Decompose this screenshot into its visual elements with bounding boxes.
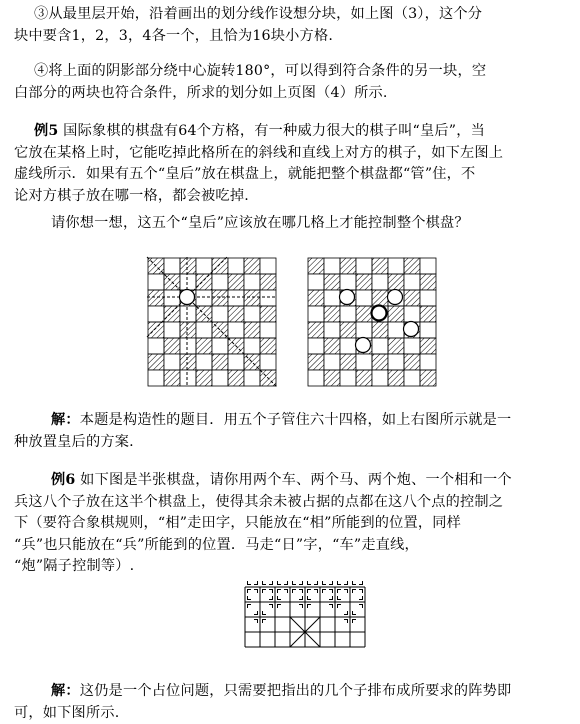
board-square — [372, 354, 388, 370]
board-square — [164, 354, 180, 370]
board-square — [260, 306, 276, 322]
board-square — [372, 290, 388, 306]
text-line: 国际象棋的棋盘有64个方格，有一种威力很大的棋子叫“皇后”，当 — [58, 123, 486, 139]
board-square — [420, 306, 436, 322]
position-marker — [278, 605, 282, 609]
board-square — [148, 322, 164, 338]
position-marker — [254, 620, 258, 624]
position-marker — [278, 581, 282, 585]
board-square — [388, 274, 404, 290]
board-square — [228, 370, 244, 386]
board-square — [196, 370, 212, 386]
board-square — [372, 338, 388, 354]
board-square — [180, 370, 196, 386]
board-square — [404, 370, 420, 386]
board-square — [148, 306, 164, 322]
board-square — [388, 322, 404, 338]
paragraph-step4 — [14, 61, 568, 104]
board-square — [196, 338, 212, 354]
board-square — [164, 322, 180, 338]
position-marker — [284, 581, 288, 585]
paragraph-example6 — [14, 470, 568, 578]
position-marker — [359, 590, 363, 594]
board-square — [244, 322, 260, 338]
board-square — [308, 322, 324, 338]
position-marker — [308, 590, 312, 594]
solution-label: 解： — [51, 412, 80, 428]
board-square — [404, 338, 420, 354]
board-square — [164, 290, 180, 306]
board-square — [228, 306, 244, 322]
position-marker — [299, 596, 303, 600]
queen-piece — [356, 338, 371, 353]
board-square — [308, 306, 324, 322]
position-marker — [359, 581, 363, 585]
position-marker — [263, 590, 267, 594]
board-square — [228, 354, 244, 370]
board-square — [196, 354, 212, 370]
board-square — [308, 370, 324, 386]
board-square — [308, 274, 324, 290]
board-square — [260, 354, 276, 370]
position-marker — [299, 581, 303, 585]
board-square — [388, 370, 404, 386]
position-marker — [314, 590, 318, 594]
board-square — [308, 258, 324, 274]
board-square — [388, 306, 404, 322]
position-marker — [344, 611, 348, 615]
text-line: 下（要符合象棋规则，“相”走田字，只能放在“相”所能到的位置，同样 — [14, 515, 462, 531]
board-square — [324, 354, 340, 370]
board-square — [404, 306, 420, 322]
text-line: “炮”隔子控制等）. — [14, 558, 135, 574]
text-line: 种放置皇后的方案. — [14, 433, 134, 450]
board-square — [340, 338, 356, 354]
board-square — [340, 274, 356, 290]
position-marker — [308, 605, 312, 609]
board-square — [228, 274, 244, 290]
board-square — [324, 274, 340, 290]
board-square — [180, 258, 196, 274]
board-square — [324, 322, 340, 338]
text-line: 块中要含1，2，3，4各一个，且恰为16块小方格. — [14, 27, 334, 44]
question-example5 — [14, 213, 568, 235]
board-square — [148, 338, 164, 354]
board-square — [420, 258, 436, 274]
position-marker — [308, 596, 312, 600]
position-marker — [344, 620, 348, 624]
board-square — [340, 354, 356, 370]
board-square — [308, 338, 324, 354]
board-square — [212, 258, 228, 274]
board-square — [212, 370, 228, 386]
position-marker — [269, 590, 273, 594]
board-square — [388, 354, 404, 370]
board-square — [404, 258, 420, 274]
chessboard-left — [147, 257, 277, 387]
position-marker — [254, 611, 258, 615]
board-square — [260, 338, 276, 354]
position-marker — [353, 581, 357, 585]
position-marker — [293, 590, 297, 594]
position-marker — [344, 590, 348, 594]
board-square — [420, 354, 436, 370]
position-marker — [338, 605, 342, 609]
position-marker — [323, 590, 327, 594]
position-marker — [278, 596, 282, 600]
board-square — [356, 290, 372, 306]
queen-piece — [404, 322, 419, 337]
board-square — [244, 258, 260, 274]
board-square — [164, 370, 180, 386]
text-line: 兵这八个子放在这半个棋盘上，使得其余未被占据的点都在这八个点的控制之 — [14, 493, 504, 510]
text-line: 本题是构造性的题目．用五个子管住六十四格，如上右图所示就是一 — [79, 412, 512, 428]
board-square — [372, 322, 388, 338]
text-line: ③从最里层开始，沿着画出的划分线作设想分块，如上图（3），这个分 — [34, 6, 483, 22]
queen-piece — [340, 290, 355, 305]
position-marker — [338, 596, 342, 600]
board-square — [196, 322, 212, 338]
board-square — [244, 338, 260, 354]
text-line: 它放在某格上时，它能吃掉此格所在的斜线和直线上对方的棋子，如下左图上 — [14, 144, 504, 161]
board-square — [260, 258, 276, 274]
board-square — [196, 274, 212, 290]
text-line: 如下图是半张棋盘，请你用两个车、两个马、两个炮、一个相和一个 — [75, 472, 512, 488]
board-square — [164, 306, 180, 322]
text-line: 可，如下图所示. — [14, 704, 120, 721]
position-marker — [269, 605, 273, 609]
board-square — [420, 290, 436, 306]
position-marker — [359, 605, 363, 609]
example-label: 例5 — [34, 123, 59, 139]
queen-piece — [372, 306, 387, 321]
half-xiangqi-board — [242, 585, 368, 648]
text-line: 请你想一想，这五个“皇后”应该放在哪几格上才能控制整个棋盘？ — [51, 215, 469, 231]
position-marker — [269, 581, 273, 585]
position-marker — [269, 596, 273, 600]
text-line: 论对方棋子放在哪一格，都会被吃掉. — [14, 187, 249, 204]
board-square — [180, 354, 196, 370]
board-square — [164, 338, 180, 354]
board-square — [148, 370, 164, 386]
position-marker — [353, 590, 357, 594]
position-marker — [263, 620, 267, 624]
board-square — [228, 322, 244, 338]
position-marker — [254, 590, 258, 594]
board-square — [196, 258, 212, 274]
board-square — [180, 274, 196, 290]
position-marker — [263, 611, 267, 615]
board-square — [340, 258, 356, 274]
board-square — [212, 338, 228, 354]
position-marker — [263, 581, 267, 585]
board-square — [388, 338, 404, 354]
board-square — [164, 258, 180, 274]
position-marker — [338, 590, 342, 594]
queen-piece — [388, 290, 403, 305]
board-square — [420, 274, 436, 290]
board-square — [260, 322, 276, 338]
position-marker — [299, 590, 303, 594]
board-square — [356, 370, 372, 386]
position-marker — [278, 590, 282, 594]
paragraph-step3 — [14, 4, 568, 47]
board-square — [228, 290, 244, 306]
board-square — [324, 306, 340, 322]
board-square — [340, 322, 356, 338]
position-marker — [284, 590, 288, 594]
board-square — [324, 258, 340, 274]
position-marker — [323, 581, 327, 585]
board-square — [148, 290, 164, 306]
board-square — [420, 322, 436, 338]
board-square — [356, 322, 372, 338]
board-square — [228, 258, 244, 274]
board-square — [324, 370, 340, 386]
board-square — [244, 370, 260, 386]
position-marker — [308, 581, 312, 585]
board-square — [148, 354, 164, 370]
board-square — [372, 274, 388, 290]
position-marker — [344, 581, 348, 585]
board-square — [212, 354, 228, 370]
board-square — [180, 306, 196, 322]
position-marker — [248, 605, 252, 609]
position-marker — [329, 581, 333, 585]
text-line: ④将上面的阴影部分绕中心旋转180°，可以得到符合条件的另一块，空 — [34, 63, 487, 79]
position-marker — [329, 590, 333, 594]
board-square — [372, 370, 388, 386]
board-square — [180, 338, 196, 354]
board-square — [356, 258, 372, 274]
position-marker — [314, 581, 318, 585]
board-square — [308, 354, 324, 370]
board-square — [356, 354, 372, 370]
position-marker — [254, 581, 258, 585]
board-square — [404, 274, 420, 290]
paragraph-example5 — [14, 121, 568, 207]
board-square — [404, 354, 420, 370]
solution-example5 — [14, 410, 568, 453]
text-line: “兵”也只能放在“兵”所能到的位置．马走“日”字，“车”走直线， — [14, 536, 419, 553]
queen-piece — [180, 290, 195, 305]
position-marker — [359, 596, 363, 600]
example-label: 例6 — [51, 472, 76, 488]
board-square — [244, 274, 260, 290]
board-square — [212, 274, 228, 290]
board-square — [244, 290, 260, 306]
position-marker — [353, 611, 357, 615]
board-square — [260, 274, 276, 290]
board-square — [356, 274, 372, 290]
board-square — [420, 338, 436, 354]
board-square — [308, 290, 324, 306]
position-marker — [353, 620, 357, 624]
text-line: 虚线所示．如果有五个“皇后”放在棋盘上，就能把整个棋盘都“管”住，不 — [14, 166, 476, 182]
position-marker — [338, 581, 342, 585]
text-line: 这仍是一个占位问题，只需要把指出的几个子排布成所要求的阵势即 — [79, 683, 512, 699]
board-square — [260, 290, 276, 306]
position-marker — [299, 605, 303, 609]
board-square — [324, 290, 340, 306]
board-square — [212, 306, 228, 322]
solution-label: 解： — [51, 683, 80, 699]
board-square — [420, 370, 436, 386]
solution-example6 — [14, 681, 568, 724]
position-marker — [248, 596, 252, 600]
position-marker — [329, 596, 333, 600]
board-square — [404, 290, 420, 306]
board-square — [148, 274, 164, 290]
board-square — [324, 338, 340, 354]
board-square — [388, 258, 404, 274]
text-line: 白部分的两块也符合条件，所求的划分如上页图（4）所示. — [14, 84, 388, 101]
board-square — [340, 306, 356, 322]
board-square — [212, 290, 228, 306]
board-square — [244, 306, 260, 322]
position-marker — [293, 581, 297, 585]
position-marker — [248, 590, 252, 594]
board-square — [196, 290, 212, 306]
board-square — [340, 370, 356, 386]
board-square — [372, 258, 388, 274]
position-marker — [248, 581, 252, 585]
chessboard-right — [307, 257, 437, 387]
board-square — [180, 322, 196, 338]
board-square — [356, 306, 372, 322]
position-marker — [329, 605, 333, 609]
